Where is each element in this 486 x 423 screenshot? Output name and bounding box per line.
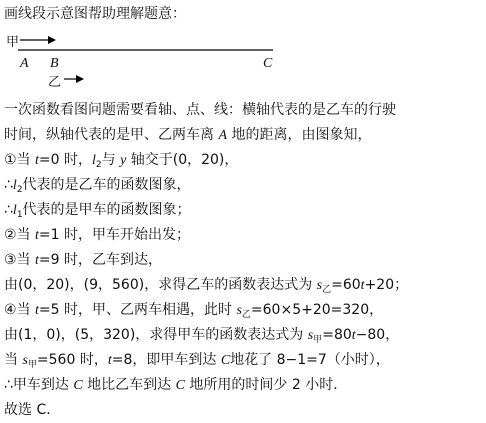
- heading: 画线段示意图帮助理解题意：: [4, 6, 186, 22]
- step-1-conclusion-b: $\therefore l_1$代表的是甲车的函数图象；: [4, 202, 191, 220]
- step-4: ④当 t=5 时，甲、乙两车相遇，此时 $s_乙=60\times 5+20=320$，: [4, 302, 384, 320]
- step-2: ②当 t=1 时，甲车开始出发；: [4, 227, 190, 243]
- answer: 故选 C．: [4, 402, 61, 418]
- step-1-conclusion-a: $\therefore l_2$代表的是乙车的函数图象，: [4, 177, 191, 195]
- intro-line-2: 时间，纵轴代表的是甲、乙两车离 A 地的距离，由图象知，: [4, 127, 372, 143]
- step-1: ①当 t=0 时，$l_2$与 y 轴交于(0，20)，: [4, 152, 239, 170]
- arrowhead-jia: [48, 36, 56, 44]
- step-3: ③当 t=9 时，乙车到达，: [4, 252, 162, 268]
- arrowhead-yi: [76, 75, 84, 83]
- label-jia: 甲: [6, 35, 20, 50]
- point-B-label: B: [50, 56, 59, 71]
- step-3-formula: 由(0，20)，(9，560)，求得乙车的函数表达式为 $s_乙=60t+20$；: [4, 277, 409, 295]
- point-A-label: A: [20, 56, 29, 71]
- step-4-formula: 由(1，0)，(5，320)，求得甲车的函数表达式为 $s_甲=80t-80$，: [4, 327, 400, 345]
- label-yi: 乙: [48, 75, 62, 90]
- step-4-time: 当 $s_甲=560$ 时，t=8，即甲车到达 C地花了 8−1=7（小时），: [4, 352, 390, 370]
- point-C-label: C: [263, 56, 273, 71]
- intro-line-1: 一次函数看图问题需要看轴、点、线：横轴代表的是乙车的行驶: [4, 102, 396, 118]
- conclusion: ∴甲车到达 C 地比乙车到达 C 地所用的时间少 2 小时．: [4, 377, 348, 393]
